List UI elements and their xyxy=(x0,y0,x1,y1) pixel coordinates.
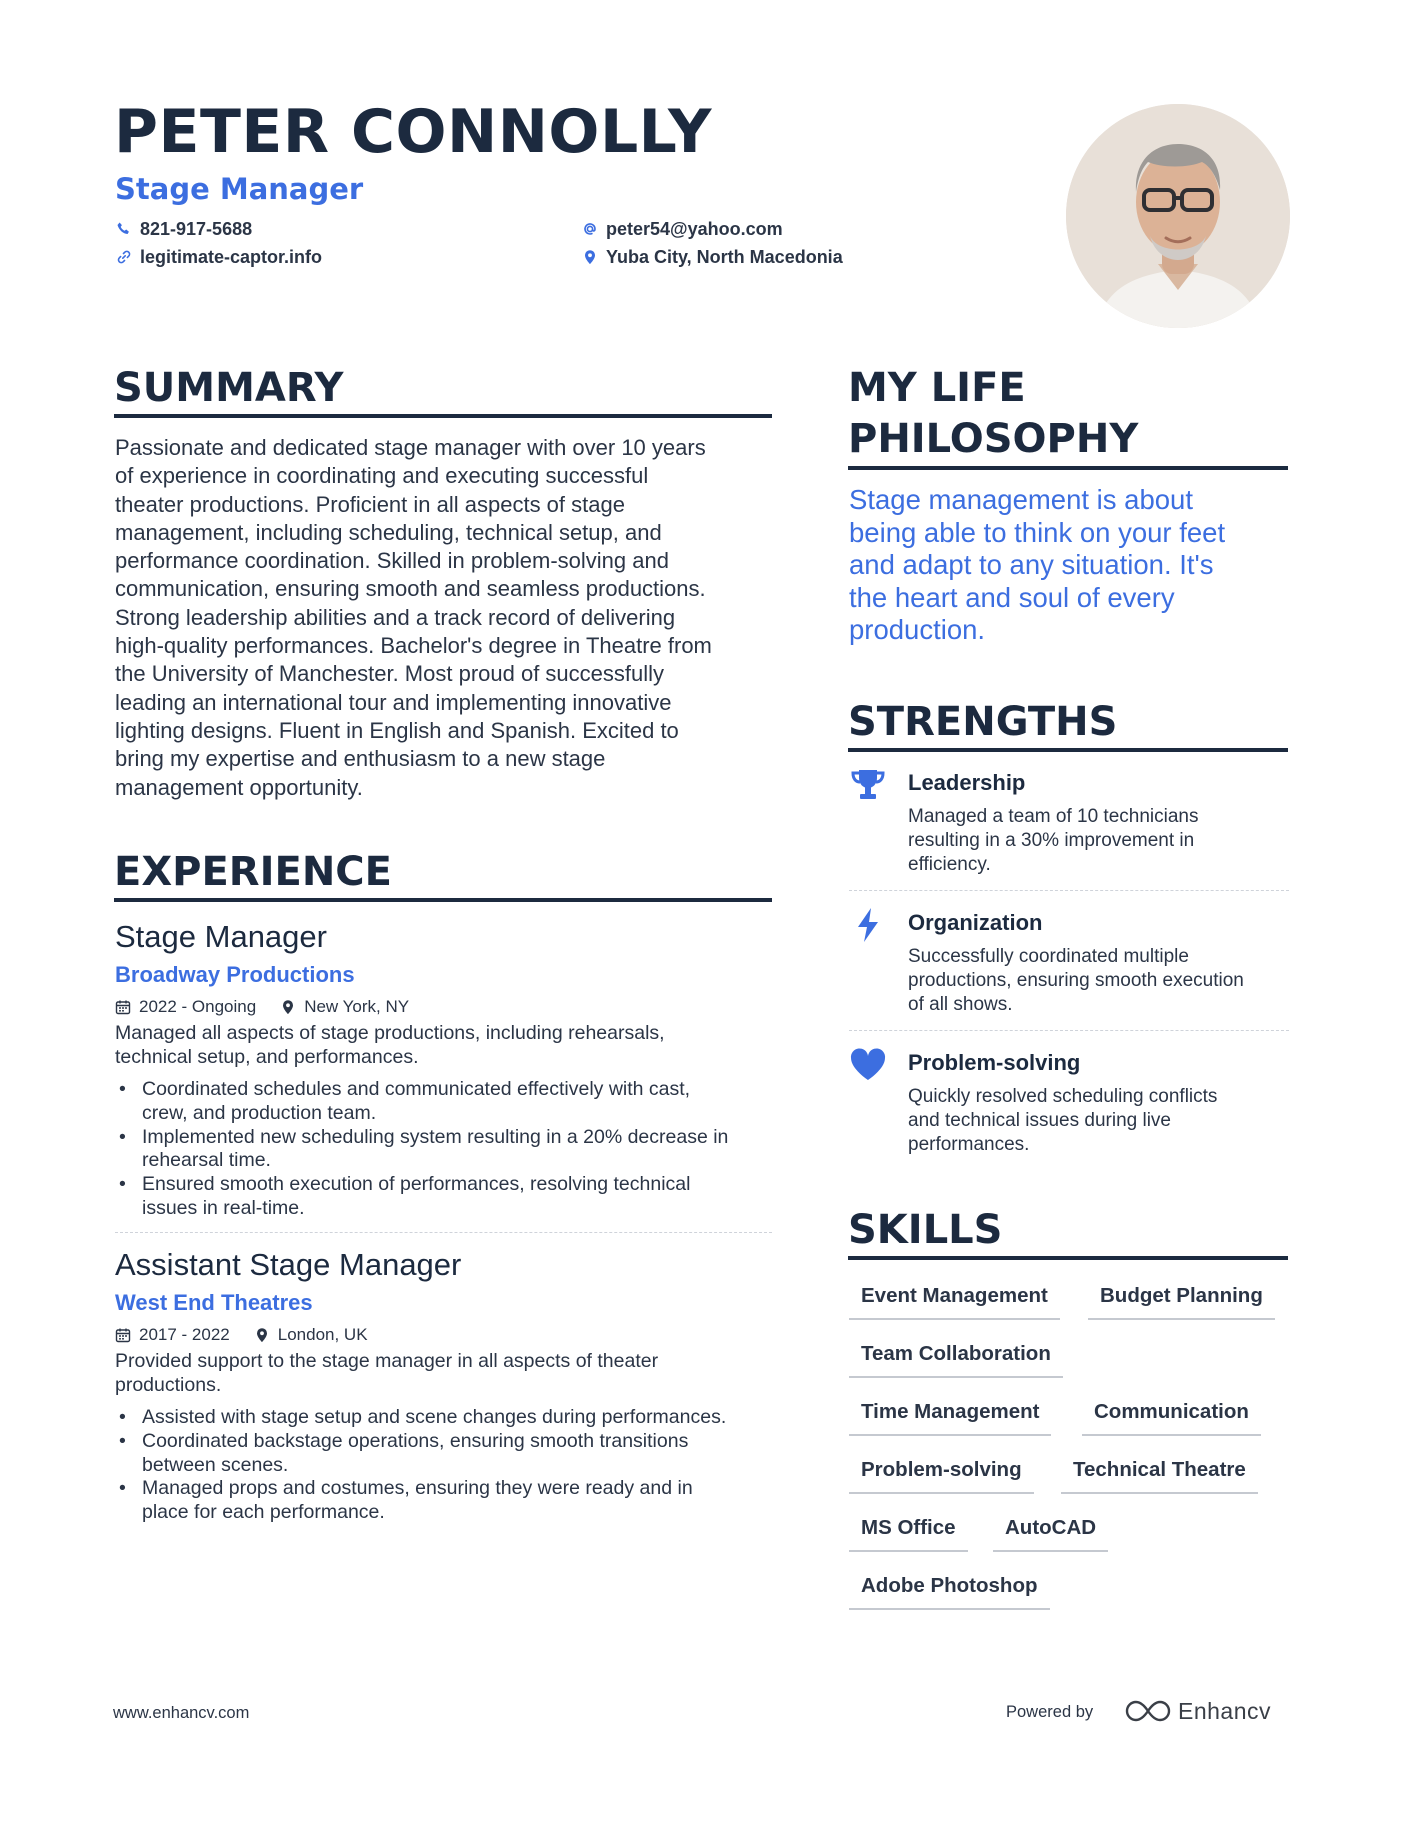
calendar-icon xyxy=(115,1327,131,1343)
skill-tag: AutoCAD xyxy=(993,1516,1108,1552)
job-bullet xyxy=(115,1477,775,1525)
summary-line: management, including scheduling, technical setup, and xyxy=(115,519,662,545)
job-bullet xyxy=(115,1173,775,1221)
philosophy-line: being able to think on your feet xyxy=(849,516,1226,548)
map-pin-icon xyxy=(280,999,296,1015)
strength-description xyxy=(908,805,1293,877)
philosophy-line: production. xyxy=(849,614,986,646)
job-meta xyxy=(115,1326,368,1343)
job-description-line: technical setup, and performances. xyxy=(115,1045,419,1068)
bullet-line: crew, and production team. xyxy=(142,1101,377,1124)
skill-tag: Adobe Photoshop xyxy=(849,1574,1050,1610)
summary-divider xyxy=(114,414,772,418)
strength-line: Successfully coordinated multiple xyxy=(908,946,1189,967)
strength-line: and technical issues during live xyxy=(908,1110,1171,1131)
location-text: Yuba City, North Macedonia xyxy=(606,247,843,267)
enhancv-logo-icon xyxy=(1124,1697,1172,1725)
philosophy-line: Stage management is about xyxy=(849,484,1193,515)
job-company: Broadway Productions xyxy=(115,962,355,987)
calendar-icon xyxy=(115,999,131,1015)
footer-url[interactable]: www.enhancv.com xyxy=(113,1704,250,1722)
job-description xyxy=(115,1022,765,1070)
strength-separator xyxy=(849,1030,1289,1031)
skill-tag: Budget Planning xyxy=(1088,1284,1275,1320)
strength-line: efficiency. xyxy=(908,854,991,875)
strength-line: of all shows. xyxy=(908,994,1013,1015)
website-text: legitimate-captor.info xyxy=(140,247,323,267)
strength-separator xyxy=(849,890,1289,891)
bullet-line: • Managed props and costumes, ensuring they were ready and in xyxy=(142,1477,693,1500)
contact-phone xyxy=(116,220,252,238)
job-separator xyxy=(115,1232,772,1233)
lightning-icon xyxy=(849,906,887,944)
philosophy-heading-line: MY LIFE xyxy=(848,365,1026,411)
experience-divider xyxy=(114,898,772,902)
strength-line: Quickly resolved scheduling conflicts xyxy=(908,1086,1218,1107)
email-text: peter54@yahoo.com xyxy=(606,219,783,239)
map-pin-icon xyxy=(582,249,598,265)
summary-line: of experience in coordinating and executing successful xyxy=(115,463,649,489)
job-company: West End Theatres xyxy=(115,1290,313,1315)
job-location: New York, NY xyxy=(304,997,410,1016)
link-icon xyxy=(116,249,132,265)
candidate-name: PETER CONNOLLY xyxy=(114,97,713,167)
philosophy-divider xyxy=(848,466,1288,470)
job-description xyxy=(115,1350,765,1398)
bullet-line: between scenes. xyxy=(142,1453,289,1476)
summary-heading: SUMMARY xyxy=(114,365,344,411)
skill-tag: Time Management xyxy=(849,1400,1051,1436)
job-description-line: Managed all aspects of stage productions, including rehearsals, xyxy=(115,1022,665,1044)
bullet-line: issues in real-time. xyxy=(142,1196,305,1219)
skill-tag: MS Office xyxy=(849,1516,968,1552)
strength-description xyxy=(908,1085,1293,1157)
strengths-divider xyxy=(848,748,1288,752)
skills-divider xyxy=(848,1256,1288,1260)
job-dates: 2017 - 2022 xyxy=(139,1325,230,1344)
job-description-line: Provided support to the stage manager in all aspects of theater xyxy=(115,1350,659,1372)
summary-line: leading an international tour and implementing innovative xyxy=(115,689,672,715)
philosophy-line: and adapt to any situation. It's xyxy=(849,549,1214,581)
bullet-line: rehearsal time. xyxy=(142,1149,271,1172)
summary-line: Passionate and dedicated stage manager with over 10 years xyxy=(115,435,706,460)
philosophy-line: the heart and soul of every xyxy=(849,581,1175,613)
bullet-line: place for each performance. xyxy=(142,1501,385,1524)
summary-line: communication, ensuring smooth and seamless productions. xyxy=(115,576,706,602)
candidate-title: Stage Manager xyxy=(115,172,364,206)
contact-location xyxy=(582,248,843,266)
strength-title: Leadership xyxy=(908,770,1026,795)
strength-title: Problem-solving xyxy=(908,1050,1081,1075)
strength-line: Managed a team of 10 technicians xyxy=(908,806,1199,827)
strengths-heading: STRENGTHS xyxy=(848,699,1118,745)
strength-description xyxy=(908,945,1293,1017)
summary-line: bring my expertise and enthusiasm to a new stage xyxy=(115,746,606,772)
job-dates: 2022 - Ongoing xyxy=(139,997,257,1016)
philosophy-heading xyxy=(848,364,1138,463)
strength-title: Organization xyxy=(908,910,1043,935)
job-bullet xyxy=(115,1126,775,1174)
portrait-illustration xyxy=(1066,104,1290,328)
skill-tag: Technical Theatre xyxy=(1061,1458,1258,1494)
summary-text xyxy=(115,434,775,802)
job-bullet xyxy=(115,1430,775,1478)
bullet-line: • Implemented new scheduling system resulting in a 20% decrease in xyxy=(142,1125,729,1148)
summary-line: high-quality performances. Bachelor's degree in Theatre from xyxy=(115,633,712,659)
phone-icon xyxy=(116,221,132,237)
job-bullet xyxy=(115,1406,775,1430)
bullet-line: • Coordinated schedules and communicated effectively with cast, xyxy=(142,1078,691,1100)
bullet-line: • Assisted with stage setup and scene changes during performances. xyxy=(142,1406,727,1428)
job-bullet xyxy=(115,1078,775,1126)
job-location: London, UK xyxy=(277,1325,368,1344)
job-role: Assistant Stage Manager xyxy=(115,1247,462,1282)
philosophy-quote xyxy=(849,484,1289,647)
skill-tag: Communication xyxy=(1082,1400,1261,1436)
job-meta xyxy=(115,998,409,1015)
summary-line: the University of Manchester. Most proud of successfully xyxy=(115,661,665,687)
contact-website[interactable] xyxy=(116,248,322,266)
footer-powered-by: Powered by xyxy=(1006,1703,1094,1721)
strength-line: productions, ensuring smooth execution xyxy=(908,970,1244,991)
job-bullets xyxy=(115,1406,775,1525)
summary-line: performance coordination. Skilled in problem-solving and xyxy=(115,548,669,574)
heart-icon xyxy=(849,1046,887,1084)
job-description-line: productions. xyxy=(115,1373,222,1396)
enhancv-logo[interactable] xyxy=(1124,1697,1271,1725)
contact-email[interactable] xyxy=(582,220,783,238)
skill-tag: Event Management xyxy=(849,1284,1060,1320)
job-role: Stage Manager xyxy=(115,919,327,954)
bullet-line: • Ensured smooth execution of performances, resolving technical xyxy=(142,1173,691,1196)
skill-tag: Problem-solving xyxy=(849,1458,1034,1494)
job-bullets xyxy=(115,1078,775,1221)
profile-photo xyxy=(1066,104,1290,328)
skill-tag: Team Collaboration xyxy=(849,1342,1063,1378)
trophy-icon xyxy=(849,766,887,804)
phone-text: 821-917-5688 xyxy=(140,219,253,239)
summary-line: management opportunity. xyxy=(115,774,363,800)
summary-line: lighting designs. Fluent in English and Spanish. Excited to xyxy=(115,717,679,743)
bullet-line: • Coordinated backstage operations, ensuring smooth transitions xyxy=(142,1429,689,1452)
strength-line: resulting in a 30% improvement in xyxy=(908,830,1195,851)
enhancv-logo-text: Enhancv xyxy=(1178,1697,1272,1724)
strength-line: performances. xyxy=(908,1134,1030,1155)
summary-line: theater productions. Proficient in all aspects of stage xyxy=(115,491,625,517)
map-pin-icon xyxy=(254,1327,270,1343)
experience-heading: EXPERIENCE xyxy=(114,849,392,895)
at-icon xyxy=(582,221,598,237)
philosophy-heading-line: PHILOSOPHY xyxy=(848,416,1139,462)
skills-heading: SKILLS xyxy=(848,1207,1003,1253)
summary-line: Strong leadership abilities and a track record of delivering xyxy=(115,604,676,630)
